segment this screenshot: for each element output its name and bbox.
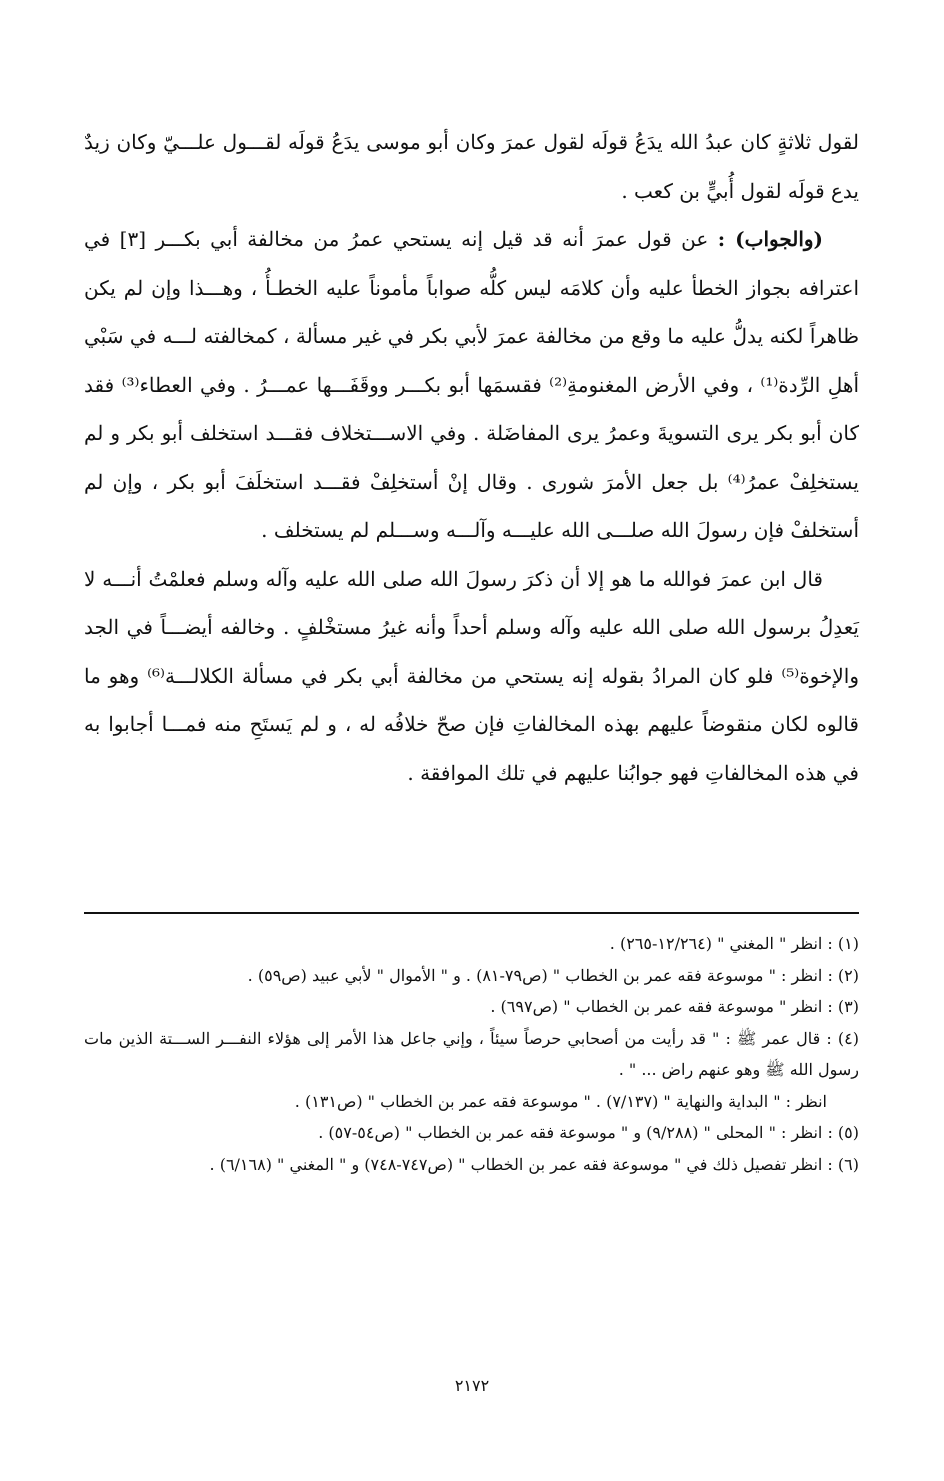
footnotes-block [84,928,859,1180]
paragraph-2-text: عن قول عمرَ أنه قد قيل إنه يستحي عمرُ من مخالفة أبي بكـــر [٣] في اعترافه بجواز الخطأ عليه وأن كلامَه ليس كلُّه صواباً مأموناً عليه الخطـأُ ، وهـــذا وإن لم يكن ظاهراً لكنه يدلُّ عليه ما وقع من مخالفة عمرَ لأبي بكر في غير مسألة ، كمخالفته لـــه في سَبْي أهلِ الرِّدة⁽¹⁾ ، وفي الأرض المغنومةِ⁽²⁾ فقسمَها أبو بكـــر ووقَفَـــها عمـــرُ . وفي العطاء⁽³⁾ فقد كان أبو بكر يرى التسويةَ وعمرُ يرى المفاضَلة . وفي الاســـتخلاف فقـــد استخلف أبو بكر و لم يستخلِفْ عمرُ⁽⁴⁾ بل جعل الأمرَ شورى . وقال إنْ أستخلِفْ فقـــد استخلَفَ أبو بكر ، وإن لم أستخلفْ فإن رسولَ الله صلـــى الله عليـــه وآلـــه وســـلم لم يستخلف . [84,227,860,542]
footnote-1: (١) : انظر " المغني " (١٢/٢٦٤-٢٦٥) . [609,934,859,953]
paragraph-2 [84,215,859,555]
footnote-3: (٣) : انظر " موسوعة فقه عمر بن الخطاب " (ص٦٩٧) . [490,997,859,1016]
footnote-6: (٦) : انظر تفصيل ذلك في " موسوعة فقه عمر بن الخطاب " (ص٧٤٧-٧٤٨) و " المغني " (٦/١٦٨) . [209,1154,859,1174]
paragraph-1: لقول ثلاثةٍ كان عبدُ الله يدَعُ قولَه لقول عمرَ وكان أبو موسى يدَعُ قولَه لقـــول علـــيّ وكان زيدٌ يدع قولَه لقول أُبيٍّ بن كعب . [84,130,860,203]
footnote-4-source: انظر : " البداية والنهاية " (٧/١٣٧) . " موسوعة فقه عمر بن الخطاب " (ص١٣١) . [294,1091,827,1111]
paragraph-3: قال ابن عمرَ فوالله ما هو إلا أن ذكرَ رسولَ الله صلى الله عليه وآله وسلم فعلمْتُ أنـــه لا يَعدِلُ برسول الله صلى الله عليه وآله وسلم أحداً وأنه غيرُ مستخْلفٍ . وخالفه أيضـــاً في الجد والإخوة⁽⁵⁾ فلو كان المرادُ بقوله إنه يستحي من مخالفة أبي بكر في مسألة الكلالـــة⁽⁶⁾ وهو ما قالوه لكان منقوضاً عليهم بهذه المخالفاتِ فإن صحّ خلافُه له ، و لم يَستَحِ منه فمـــا أجابوا به في هذه المخالفاتِ فهو جوابُنا عليهم في تلك الموافقة . [84,566,859,785]
page-number: ٢١٧٢ [454,1376,490,1395]
footnote-divider [84,912,859,914]
footnote-5: (٥) : انظر : " المحلى " (٩/٢٨٨) و " موسوعة فقه عمر بن الخطاب " (ص٥٤-٥٧) . [318,1123,859,1142]
main-text-block [84,118,859,797]
body-text [84,118,859,797]
answer-label: (والجواب) : [717,227,824,251]
footnote-2: (٢) : انظر : " موسوعة فقه عمر بن الخطاب " (ص٧٩-٨١) . و " الأموال " لأبي عبيد (ص٥٩) . [247,965,859,985]
footnote-4: (٤) : قال عمر ﷺ : " قد رأيت من أصحابي حرصاً سيئاً ، وإني جاعل هذا الأمر إلى هؤلاء النفـــر الســـتة الذين مات رسول الله ﷺ وهو عنهم راض ... " . [84,1028,859,1079]
